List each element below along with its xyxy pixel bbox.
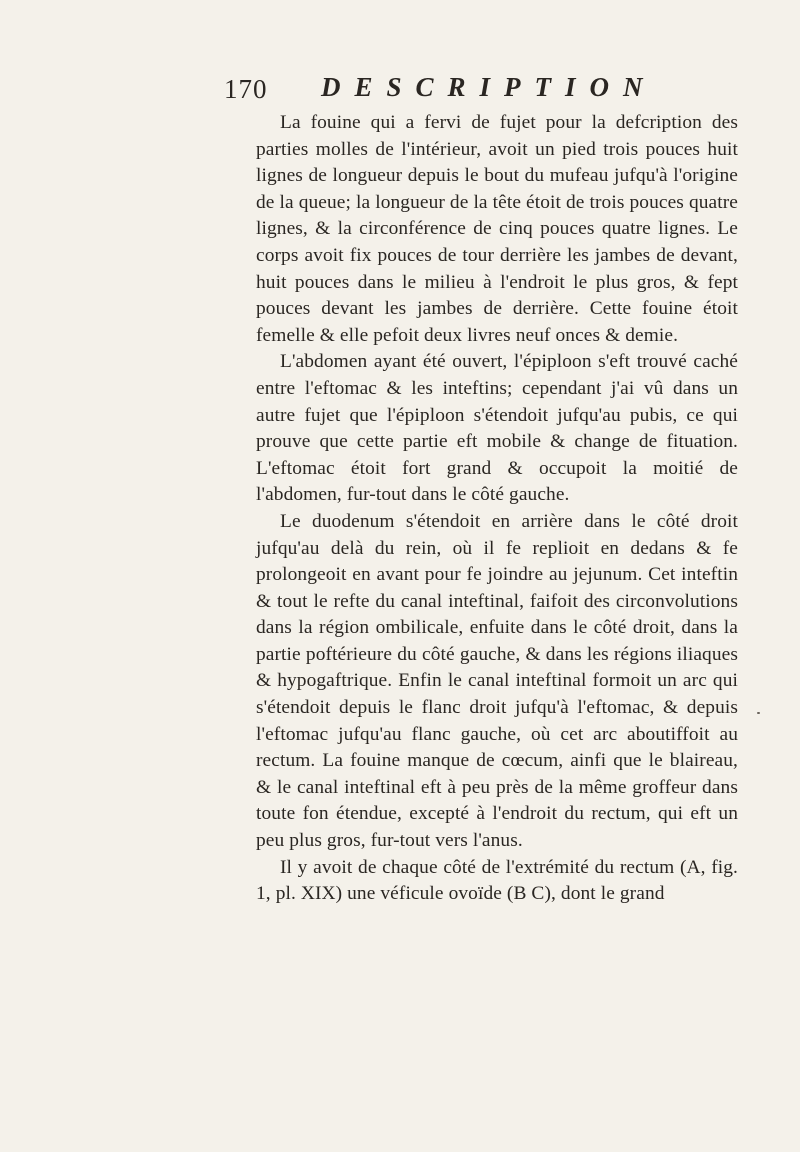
body-text [256,110,738,908]
paragraph-4: Il y avoit de chaque côté de l'extrémité du rectum (A, fig. 1, pl. XIX) une véficule ovoïde (B C), dont le grand [256,856,738,905]
running-title: DESCRIPTION [321,72,657,102]
paragraph-2: L'abdomen ayant été ouvert, l'épiploon s'eft trouvé caché entre l'eftomac & les inteftins; cependant j'ai vû dans un autre fujet que l'épiploon s'étendoit jufqu'au pubis, ce qui prouve que cette partie eft mobile & change de fituation. L'eftomac étoit fort grand & occupoit la moitié de l'abdomen, fur-tout dans le côté gauche. [256,351,738,506]
page-number: 170 [224,74,268,104]
paragraph-3: Le duodenum s'étendoit en arrière dans le côté droit jufqu'au delà du rein, où il fe replioit en dedans & fe prolongeoit en avant pour fe joindre au jejunum. Cet inteftin & tout le refte du canal inteftinal, faifoit des circonvolutions dans la région ombilicale, enfuite dans le côté droit, dans la partie poftérieure du côté gauche, & dans les régions iliaques & hypogaftrique. Enfin le canal inteftinal formoit un arc qui s'étendoit depuis le flanc droit jufqu'à l'eftomac, & depuis l'eftomac jufqu'au flanc gauche, où cet arc aboutiffoit au rectum. La fouine manque de cœcum, ainfi que le blaireau, & le canal inteftinal eft à peu près de la même groffeur dans toute fon étendue, excepté à l'endroit du rectum, qui eft un peu plus gros, fur-tout vers l'anus. [256,510,738,852]
paper-speck [757,712,760,714]
running-head [224,70,657,110]
paragraph-1: La fouine qui a fervi de fujet pour la defcription des parties molles de l'intérieur, avoit un pied trois pouces huit lignes de longueur depuis le bout du mufeau jufqu'à l'origine de la queue; la longueur de la tête étoit de trois pouces quatre lignes, & la circonférence de cinq pouces quatre lignes. Le corps avoit fix pouces de tour derrière les jambes de devant, huit pouces dans le milieu à l'endroit le plus gros, & fept pouces devant les jambes de derrière. Cette fouine étoit femelle & elle pefoit deux livres neuf onces & demie. [256,112,738,346]
